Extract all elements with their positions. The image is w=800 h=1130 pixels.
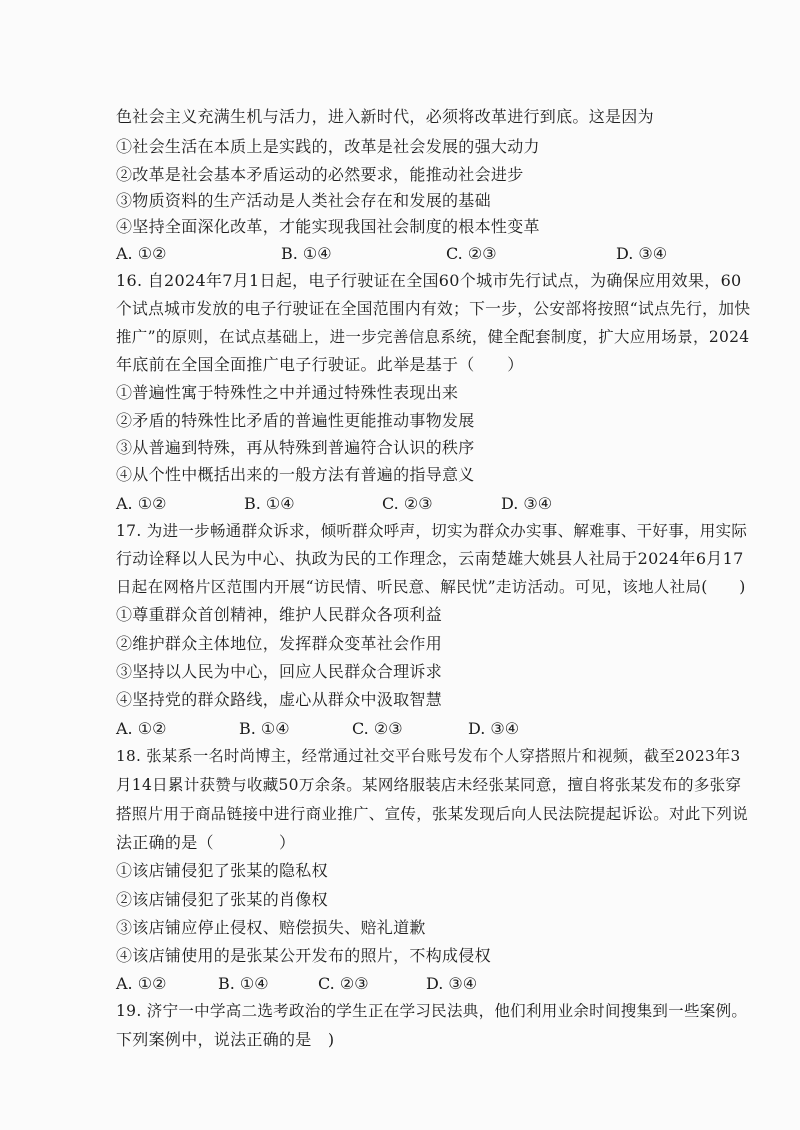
q15-option-d: D. ③④ — [616, 244, 668, 263]
q16-stem-line-3: 推广”的原则，在试点基础上，进一步完善信息系统，健全配套制度，扩大应用场景，2024 — [116, 328, 750, 346]
q17-choice-1: ①尊重群众首创精神，维护人民群众各项利益 — [116, 605, 443, 624]
q18-choice-1: ①该店铺侵犯了张某的隐私权 — [116, 861, 328, 880]
q15-choice-3: ③物质资料的生产活动是人类社会存在和发展的基础 — [116, 191, 491, 210]
q16-stem-line-1: 16. 自2024年7月1日起，电子行驶证在全国60个城市先行试点，为确保应用效果，60 — [116, 271, 742, 290]
q16-stem-line-4: 年底前在全国全面推广电子行驶证。此举是基于（ ） — [116, 355, 524, 374]
q16-option-c: C. ②③ — [382, 494, 433, 513]
q17-stem-line-2: 行动诠释以人民为中心、执政为民的工作理念，云南楚雄大姚县人社局于2024年6月17 — [116, 549, 744, 568]
q19-stem-line-1: 19. 济宁一中学高二选考政治的学生正在学习民法典，他们利用业余时间搜集到一些案例。 — [116, 1002, 748, 1020]
q18-choice-2: ②该店铺侵犯了张某的肖像权 — [116, 890, 328, 909]
q17-choice-3: ③坚持以人民为中心，回应人民群众合理诉求 — [116, 662, 443, 681]
q15-stem-line-1: 色社会主义充满生机与活力，进入新时代，必须将改革进行到底。这是因为 — [116, 107, 654, 126]
q16-stem-line-2: 个试点城市发放的电子行驶证在全国范围内有效；下一步，公安部将按照“试点先行，加快 — [116, 299, 751, 318]
q16-option-b: B. ①④ — [244, 494, 295, 513]
q17-option-a: A. ①② — [116, 719, 167, 738]
q17-option-c: C. ②③ — [352, 719, 403, 738]
q18-stem-line-1: 18. 张某系一名时尚博主，经常通过社交平台账号发布个人穿搭照片和视频，截至2023年3 — [116, 747, 741, 765]
q15-choice-2: ②改革是社会基本矛盾运动的必然要求，能推动社会进步 — [116, 165, 524, 184]
q18-stem-line-3: 搭照片用于商品链接中进行商业推广、宣传，张某发现后向人民法院提起诉讼。对此下列说 — [116, 805, 749, 823]
q17-choice-4: ④坚持党的群众路线，虚心从群众中汲取智慧 — [116, 690, 443, 709]
q17-stem-line-1: 17. 为进一步畅通群众诉求，倾听群众呼声，切实为群众办实事、解难事、干好事，用实际 — [116, 522, 748, 540]
q16-option-a: A. ①② — [116, 494, 167, 513]
q18-choice-3: ③该店铺应停止侵权、赔偿损失、赔礼道歉 — [116, 918, 426, 937]
q17-option-b: B. ①④ — [239, 719, 290, 738]
q18-stem-line-4: 法正确的是（ ） — [116, 833, 296, 852]
q18-option-d: D. ③④ — [426, 974, 478, 993]
q18-option-c: C. ②③ — [318, 974, 369, 993]
q16-option-d: D. ③④ — [501, 494, 553, 513]
q16-choice-1: ①普遍性寓于特殊性之中并通过特殊性表现出来 — [116, 383, 459, 402]
q16-choice-4: ④从个性中概括出来的一般方法有普遍的指导意义 — [116, 465, 475, 484]
q15-option-c: C. ②③ — [446, 244, 497, 263]
q18-option-b: B. ①④ — [218, 974, 269, 993]
q17-choice-2: ②维护群众主体地位，发挥群众变革社会作用 — [116, 634, 443, 653]
q16-choice-2: ②矛盾的特殊性比矛盾的普遍性更能推动事物发展 — [116, 411, 475, 430]
q17-option-d: D. ③④ — [468, 719, 520, 738]
q19-stem-line-2: 下列案例中，说法正确的是 ) — [116, 1030, 335, 1049]
q15-choice-1: ①社会生活在本质上是实践的，改革是社会发展的强大动力 — [116, 137, 540, 156]
q16-choice-3: ③从普遍到特殊，再从特殊到普遍符合认识的秩序 — [116, 438, 475, 457]
q15-choice-4: ④坚持全面深化改革，才能实现我国社会制度的根本性变革 — [116, 217, 540, 236]
q18-choice-4: ④该店铺使用的是张某公开发布的照片，不构成侵权 — [116, 946, 491, 965]
q15-option-a: A. ①② — [116, 244, 167, 263]
q15-option-b: B. ①④ — [281, 244, 332, 263]
q18-stem-line-2: 月14日累计获赞与收藏50万余条。某网络服装店未经张某同意，擅自将张某发布的多张穿 — [116, 776, 742, 794]
q17-stem-line-3: 日起在网格片区范围内开展“访民情、听民意、解民忧”走访活动。可见，该地人社局( ) — [116, 578, 746, 596]
q18-option-a: A. ①② — [116, 974, 167, 993]
